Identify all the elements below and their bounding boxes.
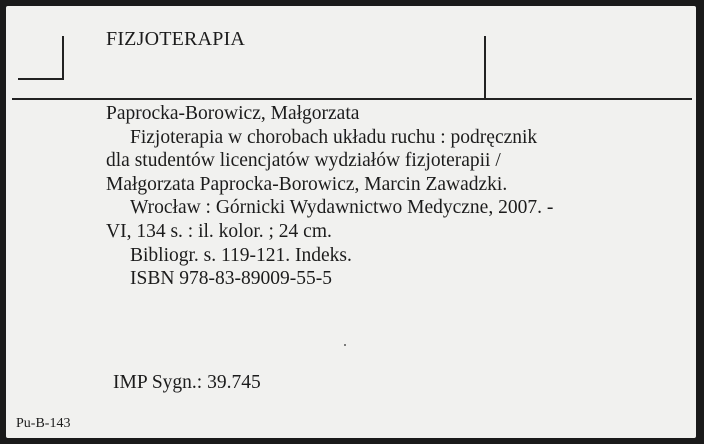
publication-line: Wrocław : Górnicki Wydawnictwo Medyczne, 2007. -: [130, 197, 554, 219]
author-line: Paprocka-Borowicz, Małgorzata: [106, 103, 360, 124]
subject-heading: FIZJOTERAPIA: [106, 28, 246, 50]
corner-bracket-vertical: [62, 36, 64, 80]
title-line: dla studentów licencjatów wydziałów fizjoterapii /: [106, 150, 501, 172]
corner-bracket-mark: [18, 36, 64, 80]
vertical-rule: [484, 36, 486, 98]
title-line: Fizjoterapia w chorobach układu ruchu : podręcznik: [130, 126, 538, 148]
call-number: IMP Sygn.: 39.745: [113, 372, 261, 393]
horizontal-rule: [12, 98, 692, 100]
card-identifier: Pu-B-143: [16, 416, 71, 431]
catalog-card: [6, 6, 696, 438]
responsibility-line: Małgorzata Paprocka-Borowicz, Marcin Zawadzki.: [106, 173, 508, 195]
physical-description-line: VI, 134 s. : il. kolor. ; 24 cm.: [106, 220, 332, 242]
dust-speck: [344, 344, 346, 346]
bibliographic-entry: [106, 102, 686, 291]
isbn-line: ISBN 978-83-89009-55-5: [130, 268, 333, 290]
corner-bracket-horizontal: [18, 78, 64, 80]
notes-line: Bibliogr. s. 119-121. Indeks.: [130, 244, 352, 266]
